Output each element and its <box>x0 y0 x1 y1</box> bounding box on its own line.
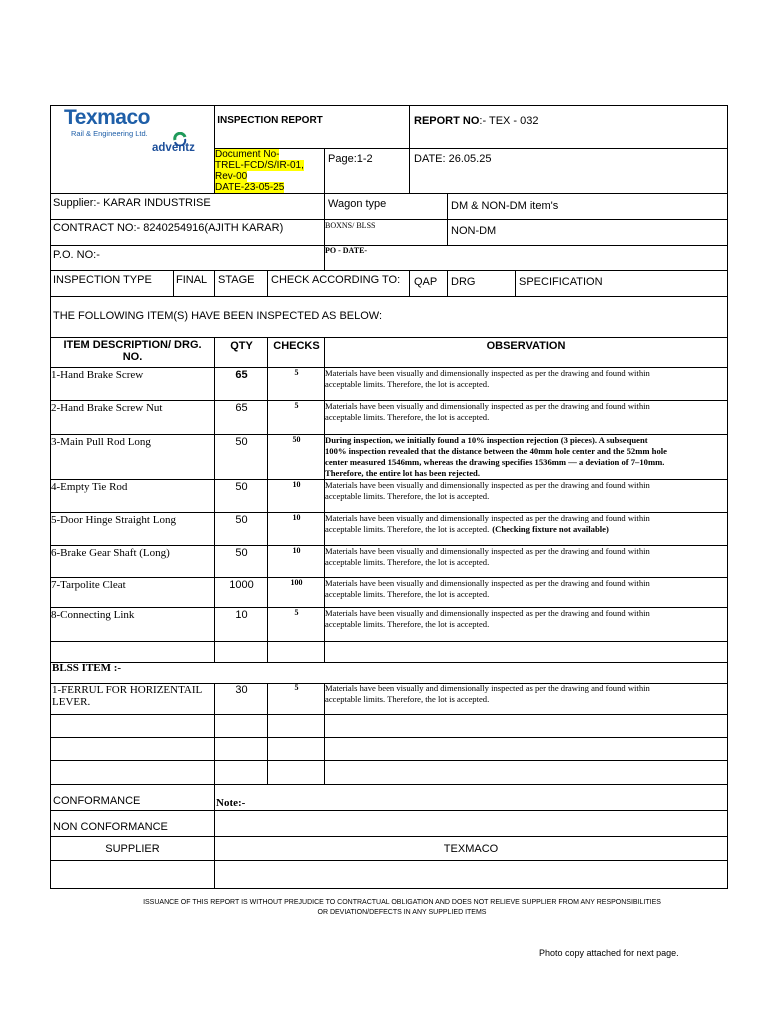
column-desc-line-1: ITEM DESCRIPTION/ DRG. <box>63 339 202 351</box>
item-checks: 100 <box>290 578 303 587</box>
item-qty: 50 <box>235 547 248 559</box>
observation-line: Materials have been visually and dimensionally inspected as per the drawing and found within <box>325 546 650 556</box>
check-drg: DRG <box>451 276 476 288</box>
observation-line: Materials have been visually and dimensionally inspected as per the drawing and found within <box>325 608 650 618</box>
blss-desc-line-1: 1-FERRUL FOR HORIZENTAIL <box>52 684 203 696</box>
item-observation <box>325 368 650 390</box>
grid-line <box>50 337 728 338</box>
grid-line <box>50 193 728 194</box>
partner-logo: adventz <box>152 142 195 154</box>
column-qty: QTY <box>230 340 253 352</box>
report-number <box>414 115 539 127</box>
wagon-type-value: BOXNS/ BLSS <box>325 221 376 230</box>
item-qty: 50 <box>235 514 248 526</box>
item-description: 5-Door Hinge Straight Long <box>51 514 176 526</box>
po-number: P.O. NO:- <box>53 249 100 261</box>
column-checks: CHECKS <box>273 340 320 352</box>
note-label: Note:- <box>216 797 246 809</box>
doc-line-1: Document No- <box>215 149 280 160</box>
blss-item-qty: 30 <box>235 684 248 696</box>
observation-line: acceptable limits. Therefore, the lot is accepted. <box>325 379 490 389</box>
grid-line <box>50 662 728 663</box>
column-item-description <box>51 339 214 363</box>
item-observation <box>325 435 667 479</box>
item-description: 7-Tarpolite Cleat <box>51 579 126 591</box>
report-title: INSPECTION REPORT <box>217 115 323 126</box>
po-date: PO - DATE- <box>325 246 368 255</box>
inspection-type-label: INSPECTION TYPE <box>53 274 152 286</box>
grid-line <box>447 270 448 297</box>
observation-line: acceptable limits. Therefore, the lot is accepted. <box>325 557 490 567</box>
item-checks: 5 <box>294 368 299 377</box>
inspection-final: FINAL <box>176 274 208 286</box>
doc-line-4: DATE-23-05-25 <box>215 182 285 193</box>
non-conformance-label: NON CONFORMANCE <box>53 821 168 833</box>
blss-item-description <box>52 684 202 708</box>
supplier-signature-label: SUPPLIER <box>105 843 160 855</box>
page-number: Page:1-2 <box>328 153 373 165</box>
check-specification: SPECIFICATION <box>519 276 603 288</box>
report-number-label: REPORT NO <box>414 115 480 127</box>
supplier-name: Supplier:- KARAR INDUSTRISE <box>53 197 211 209</box>
observation-line: 100% inspection revealed that the distance between the 40mm hole center and the 52mm hole <box>325 446 667 456</box>
inspection-stage: STAGE <box>218 274 255 286</box>
grid-line <box>50 714 728 715</box>
grid-line <box>50 888 728 889</box>
grid-line <box>267 270 268 297</box>
item-observation <box>325 578 650 600</box>
item-observation <box>325 401 650 423</box>
check-according-label: CHECK ACCORDING TO: <box>271 274 401 286</box>
photo-note: Photo copy attached for next page. <box>539 948 679 958</box>
grid-line <box>409 270 410 297</box>
item-description: 6-Brake Gear Shaft (Long) <box>51 547 170 559</box>
grid-line <box>50 737 728 738</box>
grid-line <box>214 683 215 785</box>
item-description: 4-Empty Tie Rod <box>51 481 128 493</box>
report-number-value: :- TEX - 032 <box>479 115 539 127</box>
item-observation <box>325 513 650 535</box>
item-checks: 10 <box>292 513 301 522</box>
grid-line <box>50 836 728 837</box>
doc-line-2: TREL-FCD/S/IR-01, <box>215 160 304 171</box>
grid-line <box>50 219 728 220</box>
grid-line <box>50 270 728 271</box>
observation-line: Materials have been visually and dimensionally inspected as per the drawing and found within <box>325 368 650 378</box>
grid-line <box>50 760 728 761</box>
item-qty: 10 <box>235 609 248 621</box>
observation-line: acceptable limits. Therefore, the lot is accepted. <box>325 412 490 422</box>
observation-line: (Checking fixture not available) <box>492 524 609 534</box>
item-checks: 10 <box>292 546 301 555</box>
grid-line <box>727 105 728 889</box>
grid-line <box>50 105 51 889</box>
report-date: DATE: 26.05.25 <box>414 153 492 165</box>
item-qty: 65 <box>235 369 248 381</box>
column-observation: OBSERVATION <box>486 340 566 352</box>
blss-heading: BLSS ITEM :- <box>52 662 122 674</box>
observation-line: Materials have been visually and dimensionally inspected as per the drawing and found within <box>325 513 650 523</box>
dm-label: DM & NON-DM item's <box>451 200 559 212</box>
observation-line: acceptable limits. Therefore, the lot is accepted. <box>325 589 490 599</box>
item-qty: 50 <box>235 436 248 448</box>
check-qap: QAP <box>414 276 438 288</box>
item-checks: 50 <box>292 435 301 444</box>
item-observation <box>325 608 650 630</box>
conformance-label: CONFORMANCE <box>53 795 141 807</box>
texmaco-signature-label: TEXMACO <box>443 843 499 855</box>
item-observation <box>325 546 650 568</box>
item-observation <box>325 480 650 502</box>
non-dm-label: NON-DM <box>451 225 497 237</box>
item-qty: 1000 <box>229 579 254 591</box>
grid-line <box>214 784 215 889</box>
item-checks: 5 <box>294 608 299 617</box>
observation-line: Materials have been visually and dimensionally inspected as per the drawing and found within <box>325 480 650 490</box>
grid-line <box>50 784 728 785</box>
observation-line: Therefore, the entire lot has been rejected. <box>325 468 480 478</box>
item-description: 2-Hand Brake Screw Nut <box>51 402 163 414</box>
observation-line: acceptable limits. Therefore, the lot is accepted. <box>325 491 490 501</box>
grid-line <box>50 860 728 861</box>
blss-obs-line-2: acceptable limits. Therefore, the lot is accepted. <box>325 694 490 704</box>
contract-number: CONTRACT NO:- 8240254916(AJITH KARAR) <box>53 222 284 234</box>
grid-line <box>50 296 728 297</box>
grid-line <box>324 148 325 194</box>
item-qty: 65 <box>235 402 248 414</box>
grid-line <box>267 683 268 785</box>
grid-line <box>515 270 516 297</box>
observation-line: acceptable limits. Therefore, the lot is accepted. <box>325 619 490 629</box>
item-checks: 10 <box>292 480 301 489</box>
grid-line <box>173 270 174 297</box>
column-desc-line-2: NO. <box>122 351 143 363</box>
observation-line: acceptable limits. Therefore, the lot is accepted. (Checking fixture not available) <box>325 524 609 534</box>
logo-wordmark: Texmaco <box>64 106 150 129</box>
disclaimer-line-2: OR DEVIATION/DEFECTS IN ANY SUPPLIED ITEMS <box>317 908 487 916</box>
grid-line <box>50 810 728 811</box>
document-number <box>215 149 304 193</box>
doc-line-3: Rev-00 <box>215 171 248 182</box>
observation-line: center measured 1546mm, whereas the drawing specifies 1536mm — a deviation of 7–10mm. <box>325 457 665 467</box>
observation-line: Materials have been visually and dimensionally inspected as per the drawing and found within <box>325 578 650 588</box>
observation-line: During inspection, we initially found a 10% inspection rejection (3 pieces). A subsequent <box>325 435 648 445</box>
blss-desc-line-2: LEVER. <box>52 696 91 708</box>
item-description: 8-Connecting Link <box>51 609 135 621</box>
item-description: 3-Main Pull Rod Long <box>51 436 151 448</box>
item-qty: 50 <box>235 481 248 493</box>
grid-line <box>50 245 728 246</box>
disclaimer <box>0 898 768 917</box>
grid-line <box>50 641 728 642</box>
wagon-type-label: Wagon type <box>328 198 387 210</box>
grid-line <box>324 193 325 271</box>
grid-line <box>214 270 215 297</box>
blss-obs-line-1: Materials have been visually and dimensionally inspected as per the drawing and found within <box>325 683 650 693</box>
item-description: 1-Hand Brake Screw <box>51 369 144 381</box>
item-checks: 5 <box>294 401 299 410</box>
observation-line: Materials have been visually and dimensionally inspected as per the drawing and found within <box>325 401 650 411</box>
disclaimer-line-1: ISSUANCE OF THIS REPORT IS WITHOUT PREJUDICE TO CONTRACTUAL OBLIGATION AND DOES NOT RELIEVE SUPPLIER FROM ANY RESPONSIBILITIES <box>143 899 661 906</box>
blss-item-observation <box>325 683 650 705</box>
intro-text: THE FOLLOWING ITEM(S) HAVE BEEN INSPECTED AS BELOW: <box>53 310 383 322</box>
logo-subtitle: Rail & Engineering Ltd. <box>71 129 148 138</box>
grid-line <box>409 105 410 194</box>
blss-item-checks: 5 <box>294 683 299 692</box>
texmaco-logo <box>64 106 195 156</box>
